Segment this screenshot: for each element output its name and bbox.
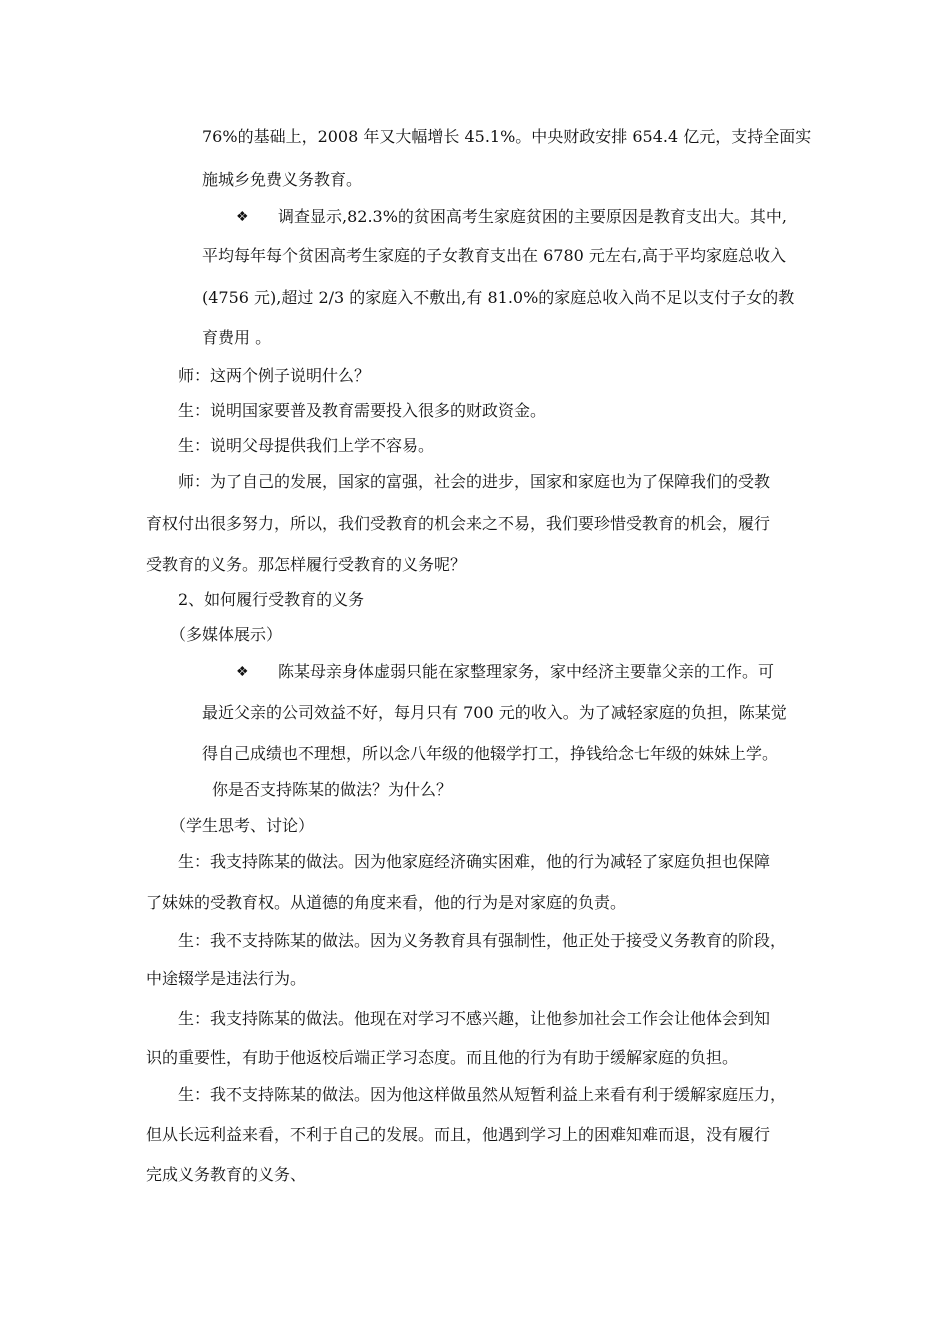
media-note: （多媒体展示） (170, 625, 283, 644)
dialogue-line: 师：这两个例子说明什么？ (178, 366, 371, 385)
dialogue-line: 生：说明国家要普及教育需要投入很多的财政资金。 (178, 401, 547, 420)
paragraph-line: 陈某母亲身体虚弱只能在家整理家务，家中经济主要靠父亲的工作。可 (278, 662, 775, 681)
paragraph-line: 最近父亲的公司效益不好，每月只有 700 元的收入。为了减轻家庭的负担，陈某觉 (202, 703, 787, 722)
paragraph-line: (4756 元),超过 2/3 的家庭入不敷出,有 81.0%的家庭总收入尚不足以支付子女的教 (202, 288, 795, 307)
question-line: 你是否支持陈某的做法？为什么？ (212, 780, 453, 799)
answer-line: 生：我不支持陈某的做法。因为他这样做虽然从短暂利益上来看有利于缓解家庭压力， (178, 1085, 787, 1104)
answer-line: 识的重要性，有助于他返校后端正学习态度。而且他的行为有助于缓解家庭的负担。 (146, 1048, 739, 1067)
paragraph-line: 育费用 。 (202, 328, 272, 347)
answer-line: 中途辍学是违法行为。 (146, 969, 307, 988)
paragraph-line: 得自己成绩也不理想，所以念八年级的他辍学打工，挣钱给念七年级的妹妹上学。 (202, 744, 779, 763)
diamond-bullet-icon: ❖ (236, 209, 249, 225)
discussion-note: （学生思考、讨论） (170, 816, 315, 835)
paragraph-line: 育权付出很多努力，所以，我们受教育的机会来之不易，我们要珍惜受教育的机会，履行 (146, 514, 771, 533)
answer-line: 了妹妹的受教育权。从道德的角度来看，他的行为是对家庭的负责。 (146, 893, 627, 912)
paragraph-line: 调查显示,82.3%的贫困高考生家庭贫困的主要原因是教育支出大。其中, (278, 207, 788, 226)
paragraph-line: 师：为了自己的发展，国家的富强，社会的进步，国家和家庭也为了保障我们的受教 (178, 472, 771, 491)
answer-line: 但从长远利益来看，不利于自己的发展。而且，他遇到学习上的困难知难而退，没有履行 (146, 1125, 771, 1144)
section-heading: 2、如何履行受教育的义务 (178, 590, 365, 609)
paragraph-line: 受教育的义务。那怎样履行受教育的义务呢？ (146, 555, 467, 574)
answer-line: 生：我支持陈某的做法。他现在对学习不感兴趣，让他参加社会工作会让他体会到知 (178, 1009, 771, 1028)
dialogue-line: 生：说明父母提供我们上学不容易。 (178, 436, 435, 455)
paragraph-line: 施城乡免费义务教育。 (202, 170, 363, 189)
diamond-bullet-icon: ❖ (236, 664, 249, 680)
paragraph-line: 平均每年每个贫困高考生家庭的子女教育支出在 6780 元左右,高于平均家庭总收入 (202, 246, 786, 265)
paragraph-line: 76%的基础上，2008 年又大幅增长 45.1%。中央财政安排 654.4 亿元，支持全面实 (202, 127, 812, 146)
answer-line: 完成义务教育的义务、 (146, 1165, 307, 1184)
answer-line: 生：我支持陈某的做法。因为他家庭经济确实困难，他的行为减轻了家庭负担也保障 (178, 852, 771, 871)
answer-line: 生：我不支持陈某的做法。因为义务教育具有强制性，他正处于接受义务教育的阶段， (178, 931, 787, 950)
